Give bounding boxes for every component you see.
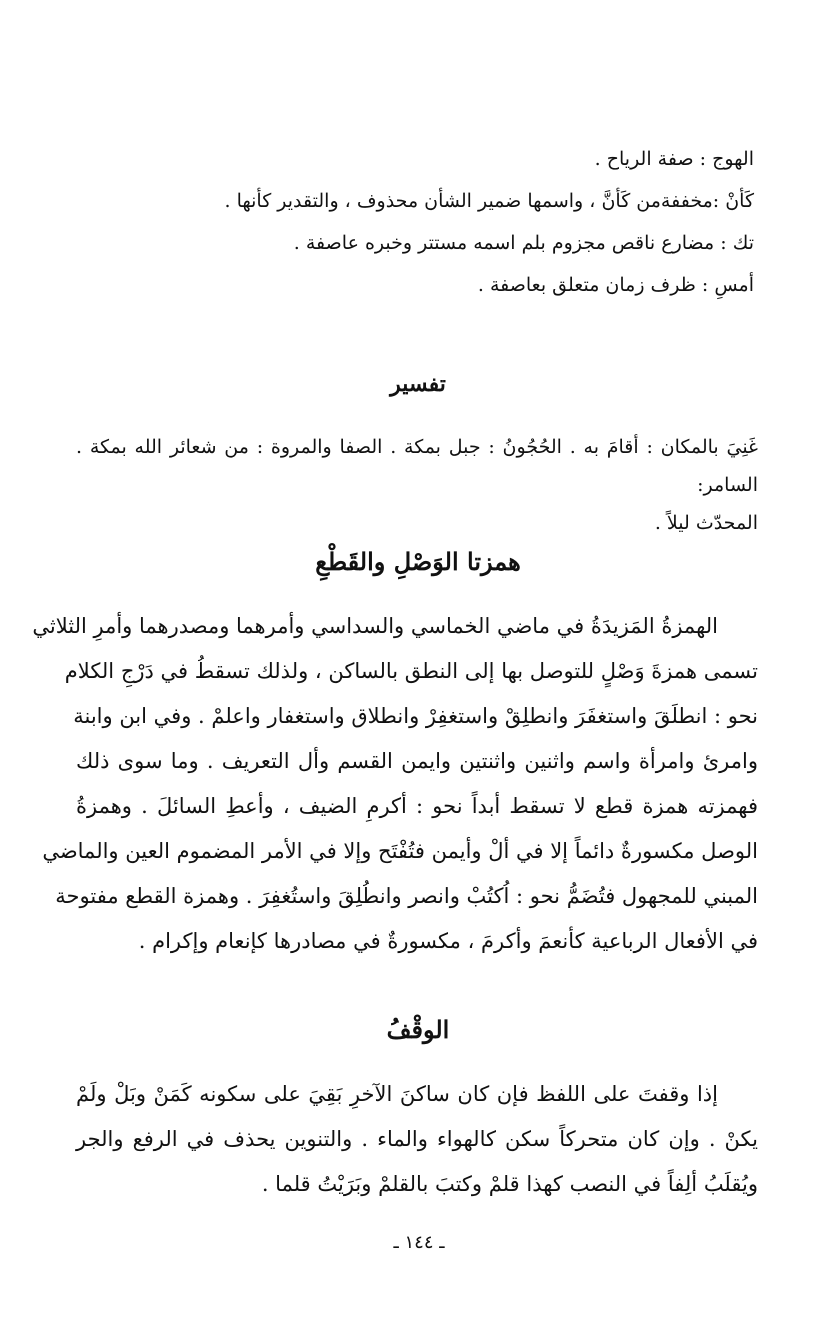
hamza-line: في الأفعال الرباعية كأنعمَ وأكرمَ ، مكسورةٌ في مصادرها كإنعام وإكرام . bbox=[138, 929, 758, 953]
grammar-notes bbox=[74, 138, 754, 306]
tafsir-line: المحدّث ليلاً . bbox=[654, 512, 758, 534]
note-line: تك : مضارع ناقص مجزوم بلم اسمه مستتر وخبره عاصفة . bbox=[293, 232, 754, 254]
hamza-line: المبني للمجهول فتُضَمُّ نحو : اُكتُبْ وانصر وانطُلِقَ واستُغفِرَ . وهمزة القطع مفتوحة bbox=[55, 884, 758, 908]
hamza-line: الهمزةُ المَزيدَةُ في ماضي الخماسي والسداسي وأمرهما ومصدرهما وأمرِ الثلاثي bbox=[32, 614, 718, 638]
waqf-line: ويُقلَبُ ألِفاً في النصب كهذا قلمْ وكتبَ بالقلمْ وبَرَيْتُ قلما . bbox=[261, 1172, 758, 1196]
hamza-line: فهمزته همزة قطع لا تسقط أبداً نحو : أكرمِ الضيف ، وأعطِ السائلَ . وهمزةُ bbox=[76, 794, 758, 818]
hamza-line: الوصل مكسورةٌ دائماً إلا في ألْ وأيمن فتُفْتَح وإلا في الأمر المضموم العين والماضي bbox=[42, 839, 758, 863]
hamza-paragraph bbox=[32, 604, 758, 964]
hamza-line: وامرئ وامرأة واسم واثنين واثنتين وايمن القسم وأل التعريف . وما سوى ذلك bbox=[76, 749, 758, 773]
note-line: كَأنْ :مخففةمن كَأنَّ ، واسمها ضمير الشأن محذوف ، والتقدير كأنها . bbox=[224, 190, 754, 212]
waqf-paragraph bbox=[76, 1072, 758, 1207]
note-line: أمسِ : ظرف زمان متعلق بعاصفة . bbox=[477, 274, 754, 296]
waqf-line: يكنْ . وإن كان متحركاً سكن كالهواء والماء . والتنوين يحذف في الرفع والجر bbox=[76, 1127, 758, 1151]
tafsir-paragraph bbox=[76, 428, 758, 542]
hamza-heading: همزتا الوَصْلِ والقَطْعِ bbox=[315, 547, 521, 576]
note-line: الهوج : صفة الرياح . bbox=[594, 148, 754, 170]
tafsir-heading: تفسير bbox=[390, 371, 446, 397]
hamza-line: تسمى همزةَ وَصْلٍ للتوصل بها إلى النطق بالساكن ، ولذلك تسقطُ في دَرْجِ الكلام bbox=[64, 659, 758, 683]
waqf-heading: الوقْفُ bbox=[386, 1015, 450, 1044]
tafsir-line: غَنِيَ بالمكان : أقامَ به . الحُجُونُ : جبل بمكة . الصفا والمروة : من شعائر الله بمكة . السامر: bbox=[76, 436, 758, 496]
hamza-line: نحو : انطلَقَ واستغفَرَ وانطلِقْ واستغفِرْ وانطلاق واستغفار واعلمْ . وفي ابن وابنة bbox=[73, 704, 758, 728]
page-number: ـ ١٤٤ ـ bbox=[393, 1232, 445, 1253]
waqf-line: إذا وقفتَ على اللفظ فإن كان ساكنَ الآخرِ بَقِيَ على سكونه كَمَنْ وبَلْ ولَمْ bbox=[76, 1082, 718, 1106]
